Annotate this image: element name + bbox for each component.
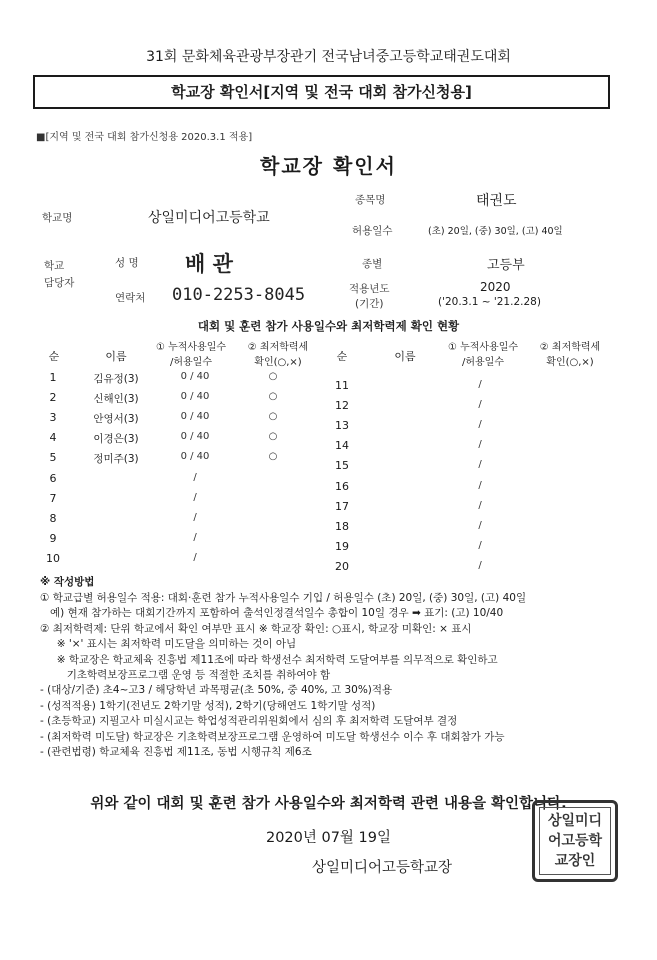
school-label: 학교명	[42, 212, 73, 224]
row-used-days: /	[478, 399, 482, 410]
event-title: 31회 문화체육관광부장관기 전국남녀중고등학교태권도대회	[146, 49, 511, 65]
method-line: ① 학교급별 허용일수 적용: 대회·훈련 참가 누적사용일수 기입 / 허용일수 (초) 20일, (중) 30일, (고) 40일	[40, 592, 527, 604]
name-value: 배 관	[185, 251, 233, 276]
method-line: - (대상/기준) 초4~고3 / 해당학년 과목평균(초 50%, 중 40%, 고 30%)적용	[40, 684, 393, 696]
phone-value: 010-2253-8045	[172, 285, 306, 305]
method-line: 예) 현재 참가하는 대회기간까지 포함하여 출석인정결석일수 총합이 10일 경우 ➡ 표기: (고) 10/40	[40, 607, 504, 619]
col-header-check-right: ② 최저학력세 확인(○,×)	[539, 342, 601, 368]
col-header-no-right: 순	[336, 350, 348, 363]
allowed-days-label: 허용일수	[352, 225, 393, 237]
box-title: 학교장 확인서[지역 및 전국 대회 참가신청용]	[171, 83, 472, 101]
row-check: ○	[268, 431, 278, 442]
contact-label: 학교 담당자	[44, 260, 75, 289]
row-number: 20	[335, 560, 349, 573]
row-check: ○	[268, 411, 278, 422]
method-line: - (관련법령) 학교체육 진흥법 제11조, 동법 시행규칙 제6조	[40, 746, 312, 758]
name-label: 성 명	[115, 257, 139, 269]
row-number: 3	[49, 411, 57, 424]
row-used-days: /	[193, 512, 197, 523]
row-used-days: 0 / 40	[180, 431, 210, 442]
row-used-days: /	[478, 459, 482, 470]
row-number: 17	[335, 500, 349, 513]
row-check: ○	[268, 451, 278, 462]
row-number: 13	[335, 419, 349, 432]
school-seal-stamp: 상일미디 어고등학 교장인	[532, 800, 618, 882]
category-label: 종별	[362, 258, 383, 270]
row-name: 김유정(3)	[93, 373, 139, 385]
principal-signature: 상일미디어고등학교장	[312, 860, 453, 876]
row-number: 10	[46, 552, 60, 565]
table-title: 대회 및 훈련 참가 사용일수와 최저학력제 확인 현황	[197, 319, 460, 333]
row-used-days: /	[478, 480, 482, 491]
row-used-days: /	[193, 492, 197, 503]
method-line: ② 최저학력제: 단위 학교에서 확인 여부만 표시 ※ 학교장 확인: ○표시, 학교장 미확인: × 표시	[40, 623, 472, 635]
phone-label: 연락처	[115, 292, 146, 304]
row-number: 4	[49, 431, 57, 444]
row-used-days: /	[193, 532, 197, 543]
school-name: 상일미디어고등학교	[148, 210, 270, 226]
col-header-days: ① 누적사용일수 /허용일수	[155, 342, 227, 368]
confirm-date: 2020년 07월 19일	[265, 830, 392, 846]
period-range: ('20.3.1 ~ '21.2.28)	[438, 296, 541, 308]
row-used-days: /	[478, 500, 482, 511]
row-used-days: /	[478, 439, 482, 450]
method-line: - (성적적용) 1학기(전년도 2학기말 성적), 2학기(당해연도 1학기말 성적)	[40, 700, 376, 712]
method-heading: ※ 작성방법	[40, 576, 95, 588]
method-line: 기초학력보장프로그램 운영 등 적절한 조치를 취하여야 함	[40, 669, 331, 681]
row-used-days: /	[478, 520, 482, 531]
row-used-days: 0 / 40	[180, 411, 210, 422]
col-header-name-right: 이름	[394, 350, 416, 363]
method-line: - (초등학교) 지필고사 미실시교는 학업성적관리위원회에서 심의 후 최저학력 도달여부 결정	[40, 715, 458, 727]
row-number: 2	[49, 391, 57, 404]
col-header-name: 이름	[105, 350, 127, 363]
row-name: 정미주(3)	[93, 453, 139, 465]
col-header-no: 순	[48, 350, 60, 363]
period-year: 2020	[480, 280, 511, 294]
allowed-days-value: (초) 20일, (중) 30일, (고) 40일	[428, 226, 563, 237]
confirm-statement: 위와 같이 대회 및 훈련 참가 사용일수와 최저학력 관련 내용을 확인합니다.	[90, 796, 567, 812]
row-number: 8	[49, 512, 57, 525]
row-number: 18	[335, 520, 349, 533]
row-used-days: /	[478, 379, 482, 390]
row-used-days: /	[193, 552, 197, 563]
row-number: 9	[49, 532, 57, 545]
row-used-days: 0 / 40	[180, 391, 210, 402]
row-name: 이경은(3)	[93, 433, 139, 445]
method-line: ※ '×' 표시는 최저학력 미도달을 의미하는 것이 아님	[40, 638, 297, 650]
row-name: 신해인(3)	[93, 393, 139, 405]
event-value: 태권도	[476, 193, 517, 209]
row-name: 안영서(3)	[93, 413, 139, 425]
event-label: 종목명	[355, 194, 386, 206]
form-note: ■[지역 및 전국 대회 참가신청용 2020.3.1 적용]	[36, 132, 253, 143]
category-value: 고등부	[487, 258, 525, 273]
document-title: 학교장 확인서	[260, 154, 397, 178]
row-used-days: 0 / 40	[180, 451, 210, 462]
row-used-days: /	[478, 540, 482, 551]
row-number: 11	[335, 379, 349, 392]
row-used-days: 0 / 40	[180, 371, 210, 382]
row-used-days: /	[478, 560, 482, 571]
period-label: 적용년도 (기간)	[349, 283, 390, 310]
method-line: - (최저학력 미도달) 학교장은 기초학력보장프로그램 운영하여 미도달 학생선수 이수 후 대회참가 가능	[40, 731, 505, 743]
row-check: ○	[268, 391, 278, 402]
row-number: 15	[335, 459, 349, 472]
row-number: 16	[335, 480, 349, 493]
row-number: 5	[49, 451, 57, 464]
row-used-days: /	[193, 472, 197, 483]
row-number: 7	[49, 492, 57, 505]
row-number: 19	[335, 540, 349, 553]
row-check: ○	[268, 371, 278, 382]
row-number: 6	[49, 472, 57, 485]
row-number: 14	[335, 439, 349, 452]
row-used-days: /	[478, 419, 482, 430]
col-header-days-right: ① 누적사용일수 /허용일수	[447, 342, 519, 368]
col-header-check: ② 최저학력세 확인(○,×)	[247, 342, 309, 368]
row-number: 12	[335, 399, 349, 412]
row-number: 1	[49, 371, 57, 384]
method-line: ※ 학교장은 학교체육 진흥법 제11조에 따라 학생선수 최저학력 도달여부를 의무적으로 확인하고	[40, 654, 498, 666]
